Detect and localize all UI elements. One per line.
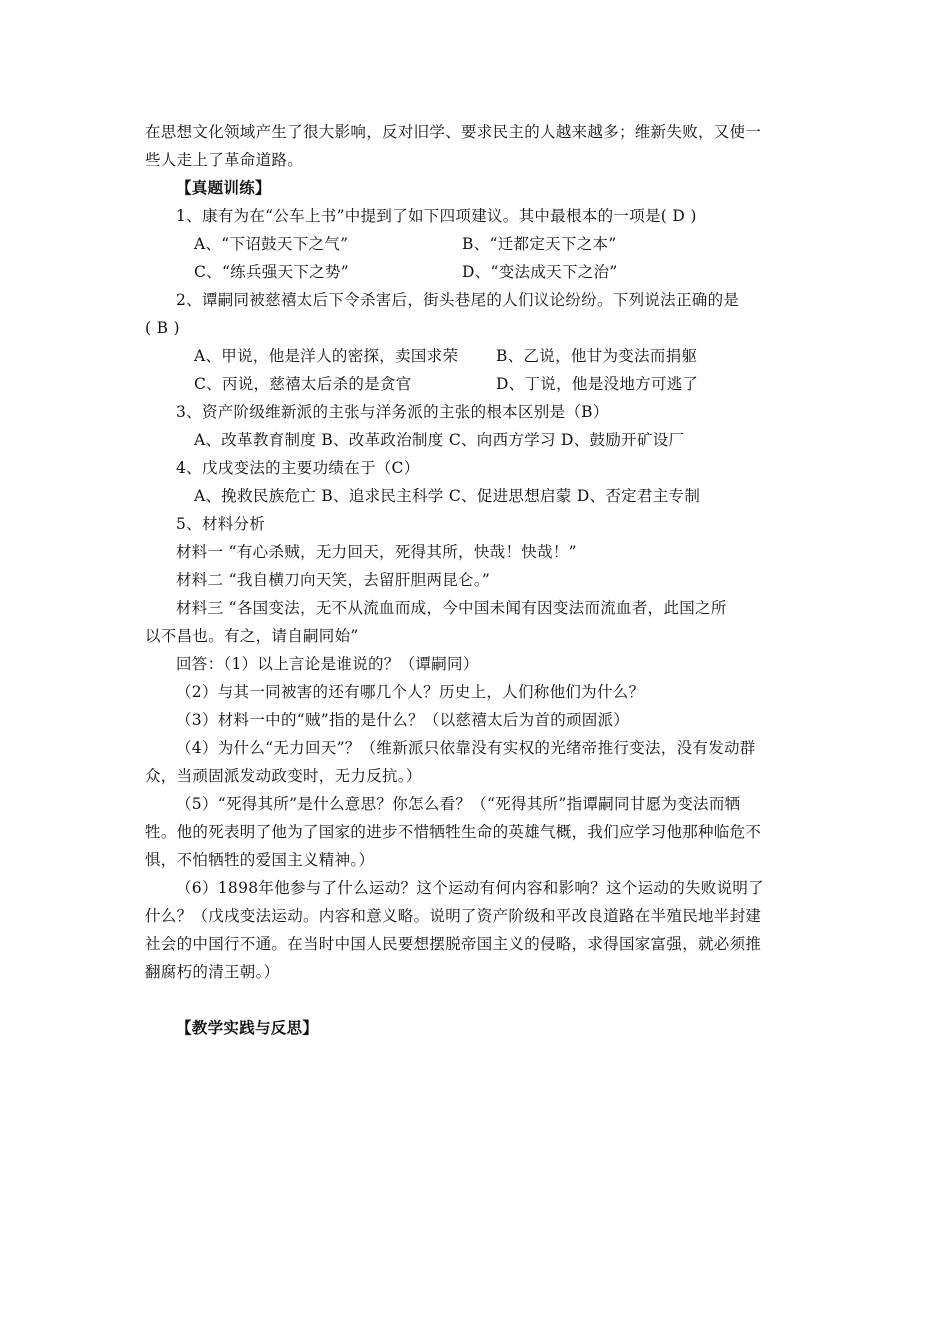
answer-4-line-1: （4）为什么“无力回天”？（维新派只依靠没有实权的光绪帝推行变法，没有发动群 bbox=[176, 739, 756, 757]
q1-option-c: C、“练兵强天下之势” bbox=[194, 263, 350, 281]
q5-stem: 5、材料分析 bbox=[176, 515, 266, 533]
intro-line-1: 在思想文化领域产生了很大影响，反对旧学、要求民主的人越来越多；维新失败，又使一 bbox=[145, 123, 762, 141]
q2-stem-line-2: ( B ) bbox=[145, 319, 180, 337]
material-3-line-2: 以不昌也。有之，请自嗣同始” bbox=[145, 627, 359, 645]
answer-4-line-2: 众，当顽固派发动政变时，无力反抗。） bbox=[145, 767, 422, 785]
q2-option-b: B、乙说，他甘为变法而捐躯 bbox=[496, 347, 698, 365]
q1-option-b: B、“迁都定天下之本” bbox=[462, 235, 617, 253]
q4-stem: 4、戊戌变法的主要功绩在于（C） bbox=[176, 459, 420, 477]
q1-stem: 1、康有为在“公车上书”中提到了如下四项建议。其中最根本的一项是( D ) bbox=[176, 207, 697, 225]
answer-5-line-2: 牲。他的死表明了他为了国家的进步不惜牺牲生命的英雄气概，我们应学习他那种临危不 bbox=[145, 823, 762, 841]
material-3-line-1: 材料三 “各国变法，无不从流血而成，今中国未闻有因变法而流血者，此国之所 bbox=[176, 599, 727, 617]
q3-stem: 3、资产阶级维新派的主张与洋务派的主张的根本区别是（B） bbox=[176, 403, 609, 421]
q2-option-d: D、丁说，他是没地方可逃了 bbox=[496, 375, 699, 393]
q4-options: A、挽救民族危亡 B、追求民主科学 C、促进思想启蒙 D、否定君主专制 bbox=[194, 487, 701, 505]
q1-option-d: D、“变法成天下之治” bbox=[462, 263, 618, 281]
answer-5-line-1: （5）“死得其所”是什么意思？你怎么看？（“死得其所”指谭嗣同甘愿为变法而牺 bbox=[176, 795, 741, 813]
q2-option-a: A、甲说，他是洋人的密探，卖国求荣 bbox=[194, 347, 459, 365]
q2-option-c: C、丙说，慈禧太后杀的是贪官 bbox=[194, 375, 412, 393]
q1-option-a: A、“下诏鼓天下之气” bbox=[194, 235, 349, 253]
q2-stem-line-1: 2、谭嗣同被慈禧太后下令杀害后，街头巷尾的人们议论纷纷。下列说法正确的是 bbox=[176, 291, 740, 309]
answer-6-line-4: 翻腐朽的清王朝。） bbox=[145, 963, 280, 981]
reflection-heading: 【教学实践与反思】 bbox=[176, 1018, 319, 1037]
answer-5-line-3: 惧，不怕牺牲的爱国主义精神。） bbox=[145, 851, 375, 869]
answer-1: 回答：（1）以上言论是谁说的？（谭嗣同） bbox=[176, 655, 479, 673]
answer-3: （3）材料一中的“贼”指的是什么？（以慈禧太后为首的顽固派） bbox=[176, 711, 630, 729]
answer-2: （2）与其一同被害的还有哪几个人？历史上，人们称他们为什么？ bbox=[176, 683, 645, 701]
material-2: 材料二 “我自横刀向天笑，去留肝胆两昆仑。” bbox=[176, 571, 491, 589]
answer-6-line-2: 什么？（戊戌变法运动。内容和意义略。说明了资产阶级和平改良道路在半殖民地半封建 bbox=[145, 907, 762, 925]
q3-options: A、改革教育制度 B、改革政治制度 C、向西方学习 D、鼓励开矿设厂 bbox=[194, 431, 685, 449]
answer-6-line-1: （6）1898年他参与了什么运动？这个运动有何内容和影响？这个运动的失败说明了 bbox=[176, 879, 765, 897]
exercises-heading: 【真题训练】 bbox=[176, 178, 271, 197]
answer-6-line-3: 社会的中国行不通。在当时中国人民要想摆脱帝国主义的侵略，求得国家富强，就必须推 bbox=[145, 935, 762, 953]
material-1: 材料一 “有心杀贼，无力回天，死得其所，快哉！快哉！” bbox=[176, 543, 577, 561]
intro-line-2: 些人走上了革命道路。 bbox=[145, 151, 304, 169]
